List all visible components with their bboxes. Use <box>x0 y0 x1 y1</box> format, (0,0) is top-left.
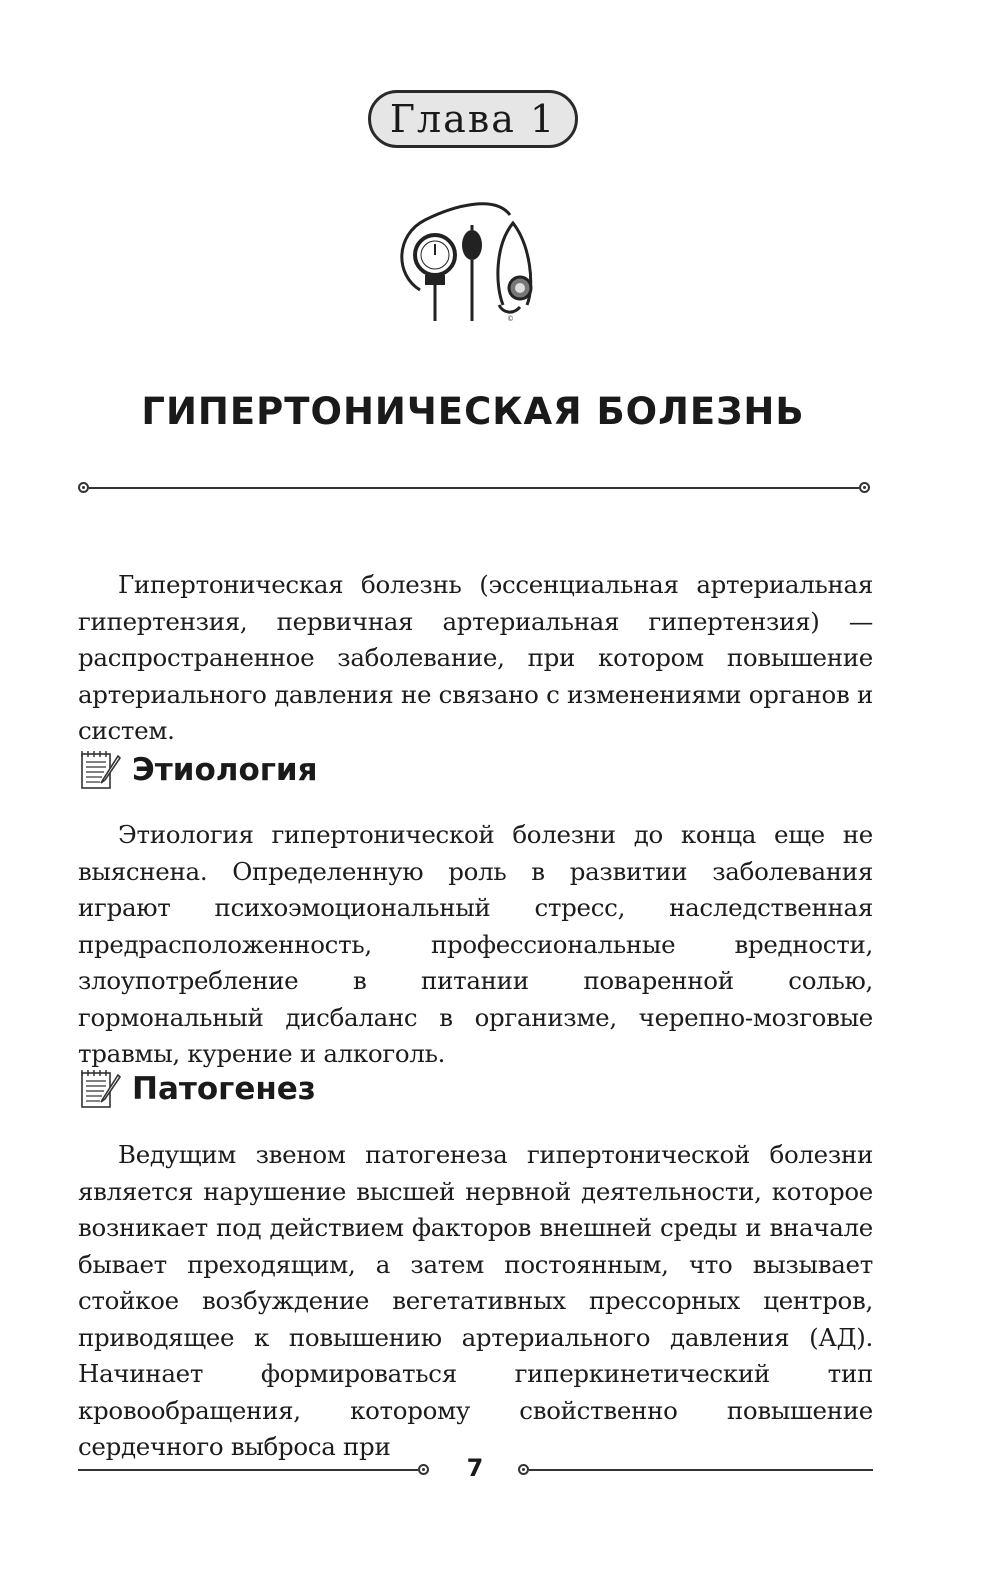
section-heading-text: Патогенез <box>132 1071 316 1107</box>
footer-dot-right <box>518 1464 529 1475</box>
intro-paragraph: Гипертоническая болезнь (эссенциальная артериальная гипертензия, первичная артериальная гипертензия) — распространенное заболевание, при котором повышение артериального давления не связано с изменениями органов и систем. <box>78 570 873 745</box>
footer-rule-right <box>529 1469 873 1471</box>
section-heading-etiology <box>78 748 318 792</box>
svg-text:©: © <box>507 315 514 323</box>
footer-rule-left <box>78 1469 418 1471</box>
rule-dot-left <box>78 482 89 493</box>
page-title: ГИПЕРТОНИЧЕСКАЯ БОЛЕЗНЬ <box>141 390 805 433</box>
section-heading-pathogenesis <box>78 1067 316 1111</box>
page-number: 7 <box>466 1454 484 1482</box>
section-heading-text: Этиология <box>132 752 318 788</box>
footer-dot-left <box>418 1464 429 1475</box>
etiology-paragraph: Этиология гипертонической болезни до конца еще не выяснена. Определенную роль в развитии заболевания играют психоэмоциональный стресс, наследственная предрасположенность, профессиональные вредности, злоупотребление в питании поваренной солью, гормональный дисбаланс в организме, черепно-мозговые травмы, курение и алкоголь. <box>78 820 873 1068</box>
pathogenesis-paragraph: Ведущим звеном патогенеза гипертонической болезни является нарушение высшей нервной деятельности, которое возникает под действием факторов внешней среды и вначале бывает преходящим, а затем постоянным, что вызывает стойкое возбуждение вегетативных прессорных центров, приводящее к повышению артериального давления (АД). Начинает формироваться гиперкинетический тип кровообращения, которому свойственно повышение сердечного выброса при <box>78 1140 873 1461</box>
title-divider <box>89 487 859 489</box>
notepad-pen-icon <box>78 748 122 792</box>
chapter-label: Глава 1 <box>389 97 557 141</box>
notepad-pen-icon <box>78 1067 122 1111</box>
rule-dot-right <box>859 482 870 493</box>
blood-pressure-monitor-icon <box>395 195 545 330</box>
chapter-badge <box>368 90 578 148</box>
